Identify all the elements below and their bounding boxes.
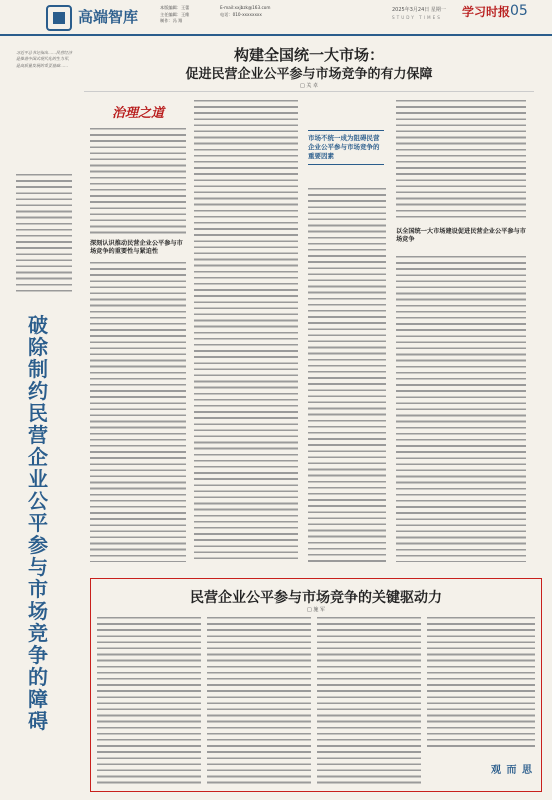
page-header [0, 0, 552, 36]
editor-line: 本版编辑：王蕾 [160, 5, 190, 10]
section-logo-icon [46, 5, 72, 31]
main-subhead-2: 以全国统一大市场建设促进民营企业公平参与市场竞争 [396, 228, 526, 243]
main-title-line2: 促进民营企业公平参与市场竞争的有力保障 [185, 67, 433, 82]
editor-credits [160, 5, 189, 25]
bottom-article-column-1 [97, 617, 201, 787]
issue-subtitle: STUDY TIMES [392, 15, 442, 20]
main-article-column-1a [90, 128, 186, 236]
bottom-article-column-2 [207, 617, 311, 787]
section-badge [110, 98, 180, 122]
contact-line: E-mail:xxjbzk@163.com [220, 5, 271, 10]
main-article-column-2 [194, 100, 298, 562]
left-column-body [16, 174, 72, 294]
left-column [14, 44, 72, 733]
masthead: 学习时报 [462, 5, 511, 19]
intro-text: 习近平总书记指出……民营经济是推进中国式现代化的生力军，是高质量发展的重要基础…… [16, 50, 72, 68]
page-number: 05 [510, 3, 528, 19]
column-stamp [489, 755, 537, 785]
editor-line: 制作：冯 翔 [160, 18, 183, 23]
editor-line: 主任编辑：王维 [160, 11, 190, 17]
bottom-article-column-4 [427, 617, 535, 751]
left-column-headline: 破除制约民营企业公平参与市场竞争的障碍 [28, 313, 48, 733]
contact-line: 电话：010-xxxxxxxx [220, 11, 262, 17]
main-author: □ 关 卓 [300, 83, 318, 89]
bottom-article-column-3 [317, 617, 421, 787]
contact-credits [220, 5, 270, 18]
bottom-article-box [90, 578, 542, 792]
main-article-column-4a [396, 100, 526, 222]
main-article-column-4b [396, 256, 526, 562]
column-stamp-label: 观 而 思 [491, 765, 533, 776]
pull-quote: 市场不统一成为阻碍民营企业公平参与市场竞争的重要因素 [308, 130, 384, 165]
issue-date: 2025年3月24日 星期一 [392, 7, 446, 13]
main-title-line1: 构建全国统一大市场： [233, 46, 384, 64]
bottom-article-author: □ 施 军 [307, 607, 325, 613]
main-article-column-1b [90, 262, 186, 562]
main-article-header [84, 40, 534, 92]
section-title: 高端智库 [78, 8, 139, 26]
main-article-column-3 [308, 188, 386, 562]
bottom-article-title: 民营企业公平参与市场竞争的关键驱动力 [190, 590, 442, 606]
main-subhead-1: 深刻认识推动民营企业公平参与市场竞争的重要性与紧迫性 [90, 240, 183, 255]
section-badge-label: 治理之道 [112, 106, 165, 121]
